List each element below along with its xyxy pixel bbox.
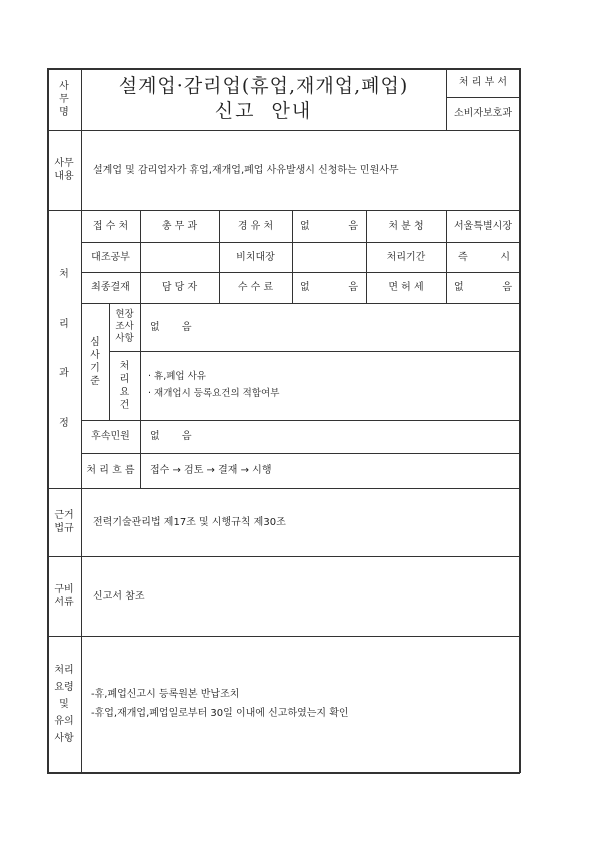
label-line: 유의 — [54, 715, 74, 727]
label-char: 처 — [119, 360, 130, 372]
label-line: 사항 — [54, 732, 74, 744]
reference-ledger-label: 대조공부 — [91, 251, 130, 263]
label-char: 사 — [90, 349, 100, 361]
value-part: 음 — [348, 220, 358, 232]
label-line: 사항 — [115, 332, 134, 344]
flow-value: 접수 → 검토 → 결재 → 시행 — [150, 465, 272, 476]
label-line: 처리 — [54, 664, 74, 676]
disposition-authority-value: 서울특별시장 — [454, 220, 512, 232]
list-item: · 휴,폐업 사유 — [148, 371, 206, 383]
followup-label: 후속민원 — [91, 431, 130, 442]
processing-period-label: 처리기간 — [386, 251, 426, 263]
label-line: 요령 — [54, 681, 74, 693]
receipt-office-label: 접 수 처 — [92, 220, 129, 232]
notes-list — [81, 636, 520, 772]
value-part: 음 — [502, 282, 512, 293]
license-tax-label: 면 허 세 — [388, 282, 424, 293]
label-line: 현장 — [115, 309, 134, 321]
required-documents-label — [47, 556, 81, 636]
title-line-2: 신고 안내 — [214, 100, 313, 122]
value-part: 없 — [300, 282, 310, 293]
followup-value: 없 음 — [150, 431, 192, 442]
site-inspection-value: 없 음 — [150, 321, 192, 333]
label-char: 심 — [90, 336, 100, 348]
value-part: 즉 — [458, 251, 468, 263]
label-char: 기 — [90, 362, 100, 374]
label-char: 무 — [59, 93, 69, 105]
label-line: 구비 — [54, 584, 74, 595]
license-tax-value — [446, 272, 520, 303]
page-title — [81, 68, 446, 130]
label-line: 내용 — [54, 171, 74, 182]
processing-requirements-label — [109, 351, 140, 420]
dept-value: 소비자보호과 — [454, 108, 512, 119]
flow-label: 처 리 흐 름 — [86, 465, 135, 476]
fee-value — [292, 272, 366, 303]
list-item: · 재개업시 등록요건의 적합여부 — [148, 387, 280, 399]
fee-label: 수 수 료 — [237, 282, 274, 293]
label-line: 조사 — [115, 321, 134, 333]
task-name-label — [47, 68, 81, 130]
process-label — [47, 210, 81, 488]
legal-basis-value: 전력기술관리법 제17조 및 시행규칙 제30조 — [93, 516, 286, 528]
final-approval-label: 최종결재 — [91, 282, 130, 293]
label-char: 건 — [119, 399, 130, 411]
site-inspection-label — [109, 303, 140, 351]
via-office-label: 경 유 처 — [237, 220, 274, 232]
label-char: 요 — [119, 386, 130, 398]
record-ledger-label: 비치대장 — [236, 251, 275, 263]
value-part: 음 — [348, 282, 358, 293]
label-line: 서류 — [54, 597, 74, 608]
label-line: 사무 — [54, 158, 74, 169]
label-char: 준 — [90, 375, 100, 387]
reference-ledger-value — [140, 242, 219, 272]
label-char: 처 — [59, 269, 69, 281]
disposition-authority-label: 처 분 청 — [388, 220, 424, 232]
final-approval-value: 담 당 자 — [161, 282, 198, 293]
task-content-label — [47, 130, 81, 210]
label-char: 정 — [59, 417, 69, 429]
notes-label — [47, 636, 81, 772]
label-char: 과 — [59, 368, 69, 380]
label-char: 사 — [59, 80, 69, 92]
value-part: 시 — [500, 251, 510, 263]
processing-period-value — [446, 242, 520, 272]
label-line: 및 — [59, 698, 69, 710]
list-item: -휴업,재개업,폐업일로부터 30일 이내에 신고하였는지 확인 — [91, 708, 349, 719]
label-char: 리 — [59, 318, 69, 330]
label-char: 명 — [59, 106, 69, 118]
record-ledger-value — [292, 242, 366, 272]
label-line: 법규 — [54, 523, 74, 534]
value-part: 없 — [454, 282, 464, 293]
task-content-value: 설계업 및 감리업자가 휴업,재개업,폐업 사유발생시 신청하는 민원사무 — [93, 164, 399, 176]
value-part: 없 — [300, 220, 310, 232]
receipt-office-value: 총 무 과 — [161, 220, 198, 232]
required-documents-value: 신고서 참조 — [93, 590, 145, 602]
list-item: -휴,폐업신고시 등록원본 반납조치 — [91, 689, 240, 700]
processing-requirements-list — [140, 351, 520, 420]
dept-label: 처 리 부 서 — [458, 77, 508, 88]
via-office-value — [292, 210, 366, 242]
review-criteria-label — [81, 303, 109, 420]
label-char: 리 — [119, 373, 130, 385]
title-line-1: 설계업·감리업(휴업,재개업,폐업) — [118, 75, 409, 98]
legal-basis-label — [47, 488, 81, 556]
label-line: 근거 — [54, 510, 74, 521]
